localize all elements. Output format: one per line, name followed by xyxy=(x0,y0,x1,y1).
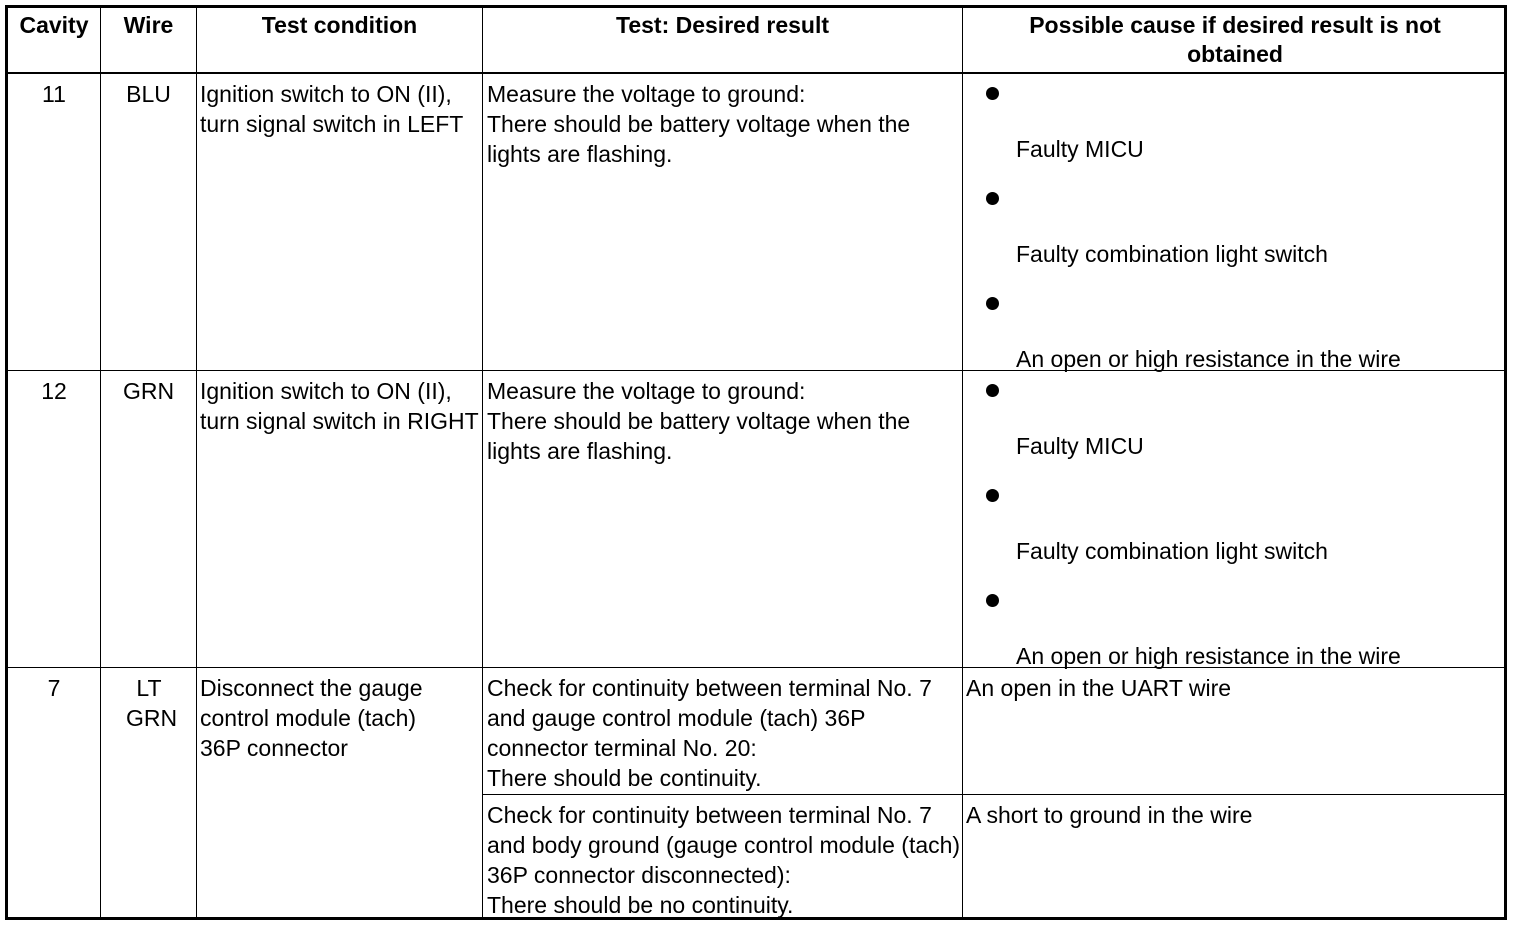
result-instruction: Check for continuity between terminal No. 7 and body ground (gauge control module (tach) 36P connector disconnected): xyxy=(487,802,961,888)
wire-cell: BLU xyxy=(126,81,171,107)
header-divider xyxy=(8,72,1504,74)
result-expectation: There should be battery voltage when the lights are flashing. xyxy=(487,408,911,464)
possible-cause-cell: A short to ground in the wire xyxy=(966,802,1253,828)
result-instruction: Measure the voltage to ground: xyxy=(487,378,806,404)
result-instruction: Check for continuity between terminal No. 7 and gauge control module (tach) 36P connector terminal No. 20: xyxy=(487,675,932,761)
test-condition-cell: Ignition switch to ON (II), turn signal switch in LEFT xyxy=(200,81,464,137)
subrow-divider xyxy=(482,794,1504,795)
cavity-cell: 12 xyxy=(41,378,67,404)
cause-item: Faulty MICU xyxy=(1016,136,1144,162)
column-divider xyxy=(196,8,197,917)
header-test-condition: Test condition xyxy=(261,12,418,38)
desired-result-cell xyxy=(487,800,961,920)
desired-result-cell xyxy=(487,673,961,793)
cause-item: Faulty MICU xyxy=(1016,433,1144,459)
bullet-icon xyxy=(986,87,999,100)
header-cavity: Cavity xyxy=(19,12,89,38)
header-possible-cause: Possible cause if desired result is not obtained xyxy=(1029,12,1441,67)
diagnostic-table xyxy=(5,5,1507,920)
bullet-icon xyxy=(986,594,999,607)
wire-cell: LT GRN xyxy=(126,675,178,731)
possible-cause-cell: An open in the UART wire xyxy=(966,675,1232,701)
desired-result-cell xyxy=(487,376,961,466)
result-expectation: There should be battery voltage when the lights are flashing. xyxy=(487,111,911,167)
result-expectation: There should be continuity. xyxy=(487,765,762,791)
cause-item: An open or high resistance in the wire xyxy=(1016,346,1401,372)
wire-cell: GRN xyxy=(122,378,175,404)
header-desired-result: Test: Desired result xyxy=(615,12,830,38)
column-divider xyxy=(100,8,101,917)
test-condition-cell: Disconnect the gauge control module (tach) 36P connector xyxy=(200,675,423,761)
column-divider xyxy=(482,8,483,917)
cavity-cell: 7 xyxy=(47,675,61,701)
test-condition-cell: Ignition switch to ON (II), turn signal switch in RIGHT xyxy=(200,378,479,434)
cause-item: Faulty combination light switch xyxy=(1016,241,1328,267)
header-wire: Wire xyxy=(123,12,174,38)
column-divider xyxy=(962,8,963,917)
cause-item: Faulty combination light switch xyxy=(1016,538,1328,564)
result-expectation: There should be no continuity. xyxy=(487,892,794,918)
bullet-icon xyxy=(986,489,999,502)
cause-item: An open or high resistance in the wire xyxy=(1016,643,1401,669)
bullet-icon xyxy=(986,192,999,205)
bullet-icon xyxy=(986,297,999,310)
desired-result-cell xyxy=(487,79,961,169)
cavity-cell: 11 xyxy=(42,81,66,107)
result-instruction: Measure the voltage to ground: xyxy=(487,81,806,107)
bullet-icon xyxy=(986,384,999,397)
